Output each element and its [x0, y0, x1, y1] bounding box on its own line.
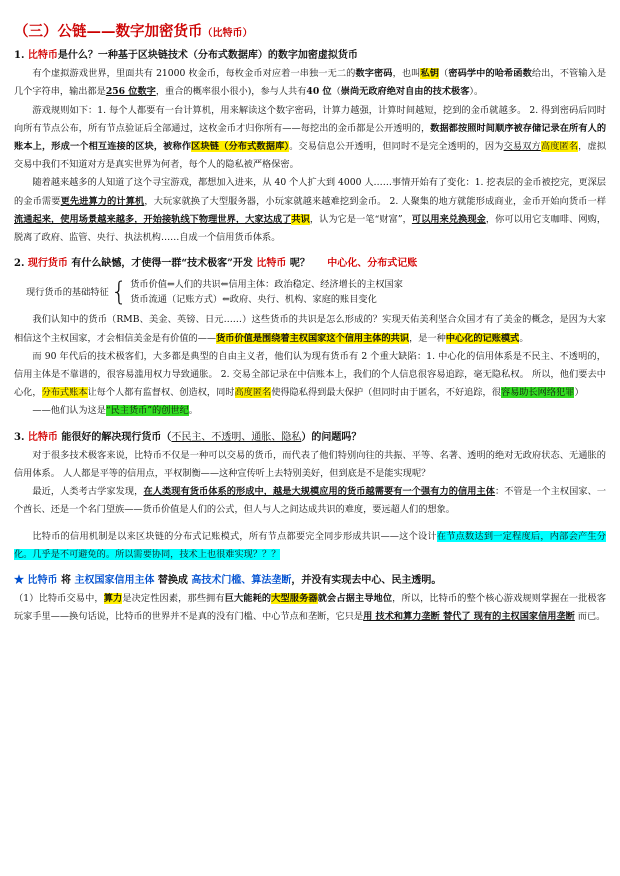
text: 有什么缺憾，才使得一群“技术极客”开发 — [67, 258, 257, 270]
text: 崇尚无政府绝对自由的技术极客 — [340, 86, 470, 98]
text — [130, 277, 403, 307]
text: 随着越来越多的人知道了这个寻宝游戏，都想加入进来，从 40 个人扩大到 4000 人……事情开始有了变化：1. 挖表层的金币被挖完，更深层的金币需要 — [14, 177, 606, 207]
text: ，你可以用它支咖啡、网购，脱离了政府、监管、央行、执法机构……自成一个信用货币体系。 — [14, 213, 607, 244]
brace-icon: { — [110, 277, 128, 308]
text: 使得隐私得到最大保护（但同时由于匿名，不好追踪，很 — [271, 387, 501, 399]
s4-para1 — [14, 590, 606, 626]
text: 呢？ — [286, 258, 310, 270]
text: 现行货币 — [27, 258, 68, 270]
s3-para3 — [14, 528, 606, 564]
text: ，也叫 — [392, 68, 421, 80]
s3-heading — [14, 429, 606, 447]
text: 更先进算力的计算机 — [60, 195, 145, 207]
text: 有个虚拟游戏世界，里面共有 21000 枚金币，每枚金币对应着一串独一无二的 — [32, 68, 356, 80]
text: 区块链（分布式数据库） — [191, 141, 290, 153]
s2-para2 — [14, 348, 606, 403]
text: （1）比特币交易中， — [14, 593, 104, 605]
text: 密码学中的哈希函数 — [448, 68, 532, 80]
text: 。 — [519, 332, 529, 344]
title-main: （三）公链——数字加密货币 — [14, 23, 203, 40]
text: ，重合的概率很小很小)，参与人共有 — [155, 86, 307, 98]
text: 高度匿名 — [540, 141, 579, 153]
text: ，认为它是一笔“财富”， — [309, 213, 412, 225]
text: 私钥 — [420, 68, 440, 80]
text: 在节点数达到一定程度后，内部会产生分化。几乎是不可避免的。所以需要协同，技术上也很难实现？？？ — [14, 530, 606, 560]
text: 大型服务器 — [271, 593, 318, 605]
text: ）。 — [469, 86, 484, 98]
text: 比特币 — [27, 431, 58, 443]
text: “民主货币”的创世纪 — [105, 405, 189, 417]
s1-para2 — [14, 102, 606, 175]
text: 交易双方 — [503, 141, 541, 153]
text: 中心化的记账模式 — [445, 332, 520, 344]
section-title — [14, 20, 606, 41]
text: 算力 — [103, 593, 123, 605]
text: 可以用来兑换现金 — [411, 213, 486, 225]
text: ，所以，比特币的整个核心游戏规则掌握在一批极客玩家手里——换句话说，比特币的世界并不是真的没有门槛、中心节点和垄断，它只是 — [14, 593, 607, 623]
text: 将 — [57, 575, 75, 587]
s1-para1 — [14, 65, 606, 101]
text: 能很好的解决现行货币（ — [57, 431, 172, 443]
text: 而 90 年代后的技术极客们，大多都是典型的自由主义者，他们认为现有货币有 2 个重大缺陷：1. 中心化的信用体系是不民主、不透明的，信用主体是不靠谱的，很容易滥用权力导致通胀。 2. 交易全部记录在中信账本上，我们的个人信息很容易追踪，毫无隐私权。 所以，他们要去中心化， — [14, 350, 606, 399]
text: 数字密码 — [355, 68, 393, 80]
currency-features-brace — [26, 277, 606, 307]
text: 40 位 — [306, 86, 332, 98]
text: 主权国家信用主体 — [74, 575, 155, 587]
text: 不民主、不透明、通胀、隐私 — [171, 431, 302, 443]
s2-para3 — [14, 402, 606, 420]
s1-question: 是什么？一种基于区块链技术（分布式数据库）的数字加密虚拟货币 — [57, 50, 358, 61]
text: 高度匿名 — [234, 387, 272, 399]
text: 分布式账本 — [41, 387, 88, 399]
text: 比特币的信用机制是以来区块链的分布式记账模式，所有节点都要完全同步形成共识——这个设计 — [32, 530, 437, 542]
text: 货币价值是围绕着主权国家这个信用主体的共识 — [216, 332, 410, 344]
s2-heading — [14, 255, 606, 273]
text: 就会占据主导地位 — [317, 593, 393, 605]
text: 对于很多技术极客来说，比特币不仅是一种可以交易的货币，而代表了他们特别向往的共振、平等、名著、透明的绝对无政府状态、无通胀的信用体系。 人人都是平等的信用点，平权制衡——这种宣传听上去特别美好，但到底是不是能实现呢？ — [14, 449, 606, 480]
text: 流通起来，使用场景越来越多，开始接轨线下物理世界，大家达成了 — [14, 213, 292, 225]
text: 容易助长网络犯罪 — [500, 387, 575, 399]
title-sub: （比特币） — [202, 28, 253, 39]
text: 2. 人聚集的地方就能形成商业，金币开始向货币一样 — [386, 195, 607, 207]
s3-para2 — [14, 483, 606, 519]
text: 给出，不管输入是几个字符串，输出都是 — [14, 68, 607, 98]
text: ——他们认为这是 — [32, 405, 106, 417]
text: ）的问题吗？ — [301, 431, 362, 443]
text: ，是一种 — [409, 332, 446, 344]
text: 游戏规则如下：1. 每个人都要有一台计算机，用来解读这个数字密码，计算力越强，计算时间越短，挖到的金币就越多。 2. 得到密码后同时向所有节点公布，所有节点验证后全部通过，这枚金币才归你所有——每挖出的金币都是公开透明的， — [14, 104, 606, 134]
text: 。 — [188, 405, 198, 417]
text: 高技术门槛、算法垄断 — [191, 575, 292, 587]
text: 现行货币的基础特征 — [26, 286, 109, 298]
text: 让每个人都有监督权、创造权，同时 — [87, 387, 235, 399]
s1-para3 — [14, 174, 606, 247]
star-icon: ★ — [14, 575, 28, 587]
s1-keyword: 比特币 — [27, 50, 58, 61]
text: 比特币 — [27, 575, 58, 587]
text: 货币流通（记账方式）⇐政府、央行、机构、家庭的账目变化 — [130, 294, 377, 306]
text: ，虚拟交易中我们不知道对方是真实世界为何者，每个人的隐私被严格保密。 — [14, 141, 607, 171]
text: 256 位数字 — [105, 86, 156, 98]
text: 货币价值⇐人们的共识⇐信用主体：政治稳定、经济增长的主权国家 — [130, 279, 403, 291]
text: 而已。 — [574, 611, 606, 623]
text: 是决定性因素，那些拥有 — [122, 593, 225, 605]
text: 最近，人类考古学家发现， — [32, 486, 144, 498]
s2-para1 — [14, 311, 606, 347]
text: （ — [331, 86, 341, 98]
s1-heading — [14, 47, 606, 65]
text: 。交易信息公开透明，但同时不是完全透明的，因为 — [289, 141, 504, 153]
text: 比特币 — [256, 258, 287, 270]
text: ） — [574, 387, 584, 399]
text: ，并没有实现去中心、民主透明。 — [291, 575, 442, 587]
text: 替换成 — [154, 575, 192, 587]
text: 中心化、分布式记账 — [327, 258, 418, 270]
s1-number: 1. — [14, 50, 28, 61]
text: 3. — [14, 431, 28, 443]
text: ，大玩家就换了大型服务器，小玩家就越来越难挖到金币。 — [144, 195, 387, 207]
text: 巨大能耗的 — [224, 593, 272, 605]
s4-heading — [14, 572, 606, 590]
text: 我们认知中的货币（RMB、美金、英镑、日元……）这些货币的共识是怎么形成的？实现天佑美利坚合众国才有了美金的概念，是因为大家相信这个主权国家，才会相信美金是有价值的—— — [14, 314, 606, 344]
text: 数据都按照时间顺序被存储记录在所有人的账本上，形成一个相互连接的区块，被称作 — [14, 122, 607, 153]
text: （ — [439, 68, 449, 80]
text: 用 技术和算力垄断 替代了 现有的主权国家信用垄断 — [363, 611, 575, 623]
text: 共识 — [291, 213, 310, 225]
s3-para1 — [14, 447, 606, 483]
text: 在人类现有货币体系的形成中，越是大规模应用的货币越需要有一个强有力的信用主体 — [143, 486, 496, 498]
text: ：不管是一个主权国家、一个酋长、还是一个名门望族——货币价值是人们的公式，但人与人之间达成共识的难度，要远超人们的想象。 — [14, 486, 607, 516]
text: 2. — [14, 258, 28, 270]
